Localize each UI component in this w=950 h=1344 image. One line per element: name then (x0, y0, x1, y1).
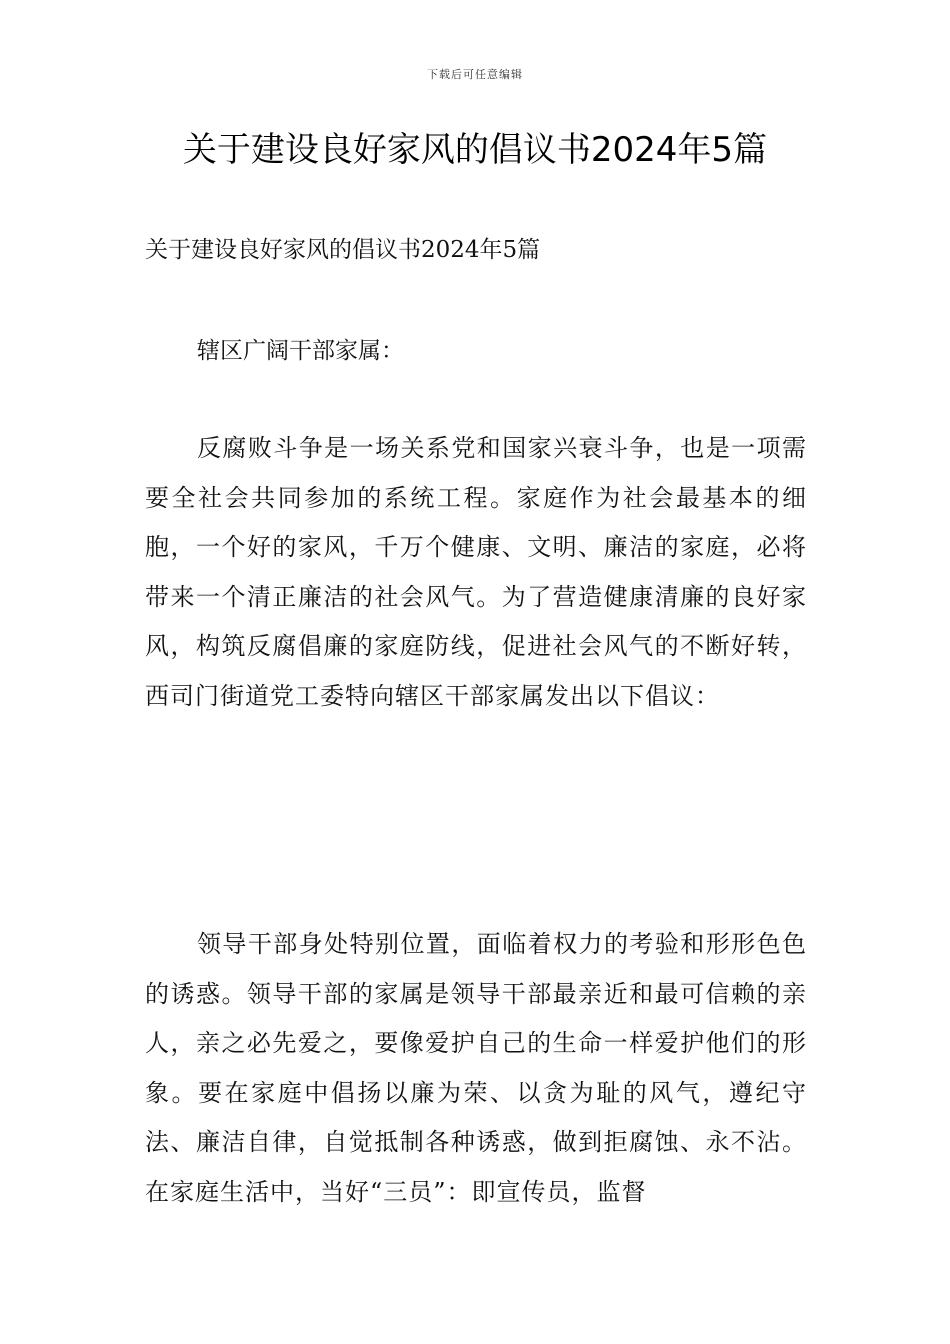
download-note: 下载后可任意编辑 (427, 68, 523, 81)
salutation: 辖区广阔干部家属： (197, 338, 404, 364)
document-subtitle: 关于建设良好家风的倡议书2024年5篇 (145, 237, 541, 263)
body-paragraph: 领导干部身处特别位置，面临着权力的考验和形形色色的诱惑。领导干部的家属是领导干部最亲近和最可信赖的亲人，亲之必先爱之，要像爱护自己的生命一样爱护他们的形象。要在家庭中倡扬以廉为荣、以贪为耻的风气，遵纪守法、廉洁自律，自觉抵制各种诱惑，做到拒腐蚀、永不沾。在家庭生活中，当好“三员”：即宣传员，监督 (145, 930, 807, 1206)
document-title: 关于建设良好家风的倡议书2024年5篇 (182, 130, 768, 170)
body-paragraph: 反腐败斗争是一场关系党和国家兴衰斗争，也是一项需要全社会共同参加的系统工程。家庭作为社会最基本的细胞，一个好的家风，千万个健康、文明、廉洁的家庭，必将带来一个清正廉洁的社会风气。为了营造健康清廉的良好家风，构筑反腐倡廉的家庭防线，促进社会风气的不断好转，西司门街道党工委特向辖区干部家属发出以下倡议： (145, 434, 807, 710)
